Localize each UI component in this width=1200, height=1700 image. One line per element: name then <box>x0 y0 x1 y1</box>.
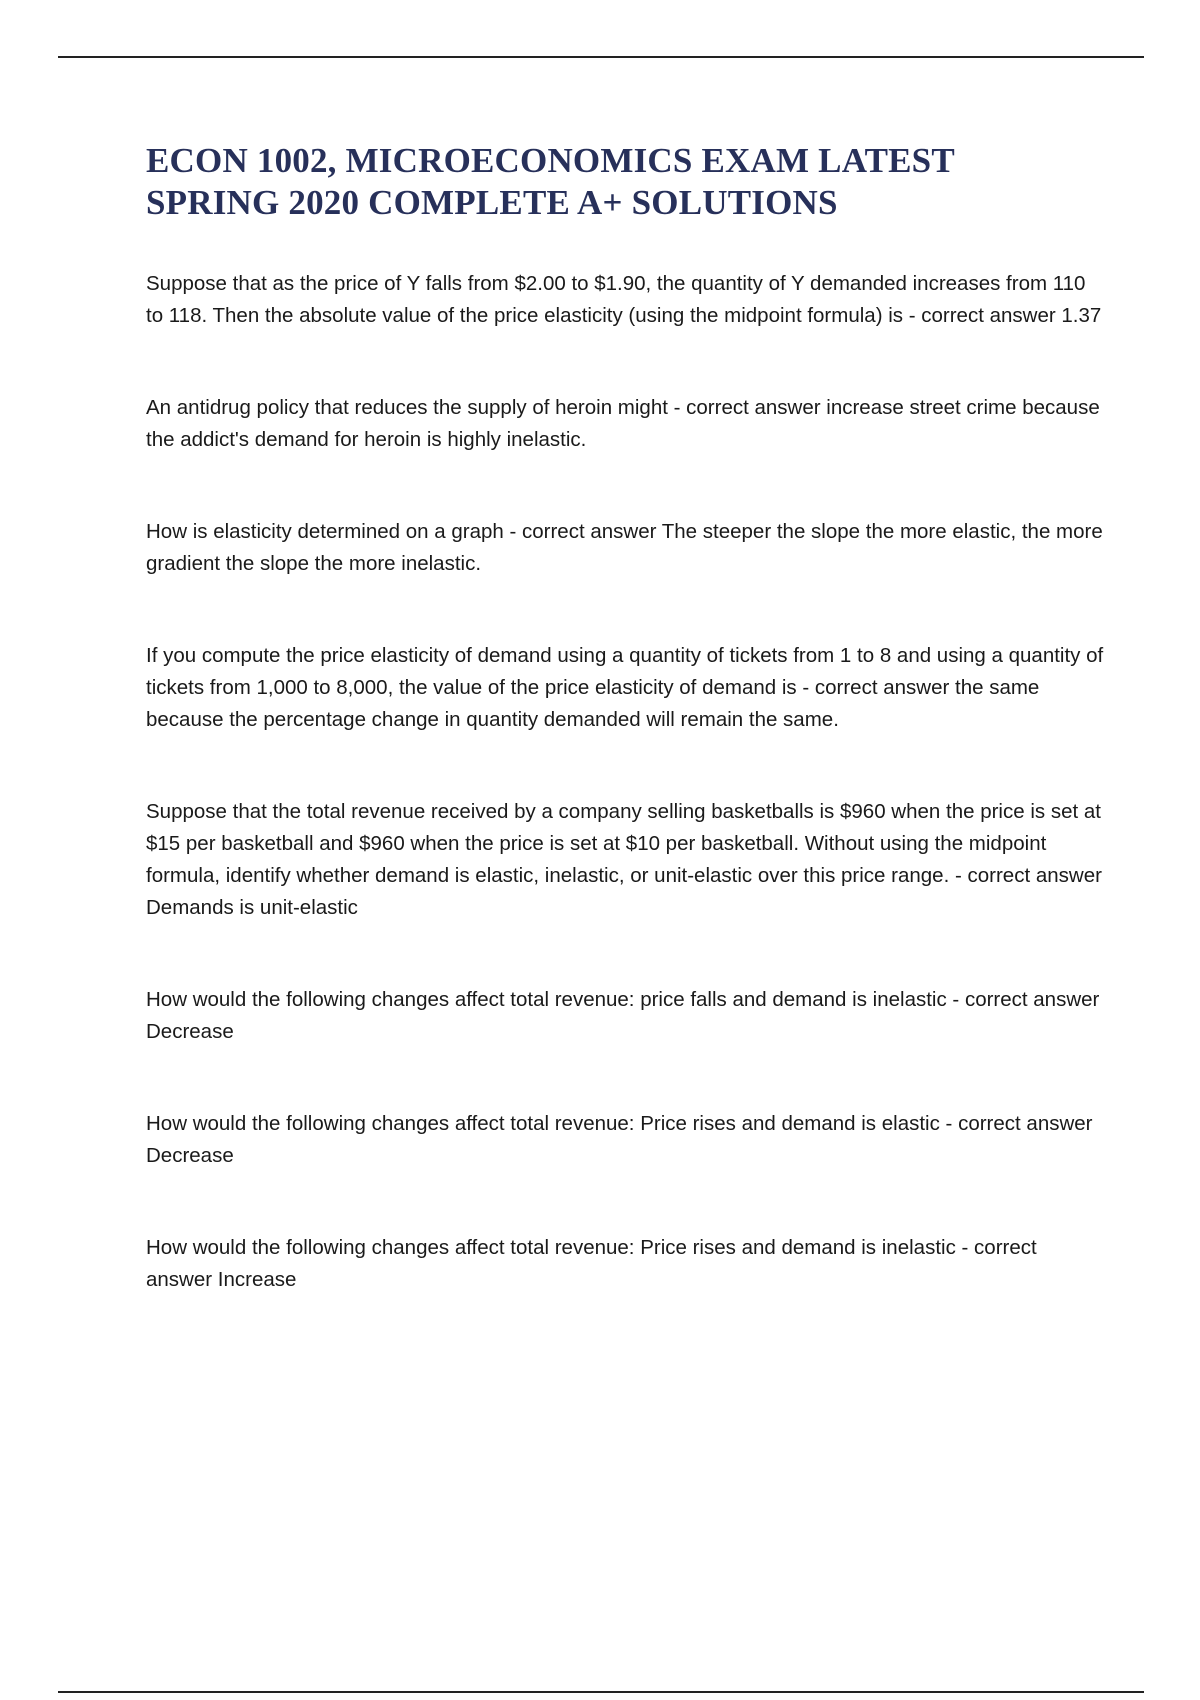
title-line-1: ECON 1002, MICROECONOMICS EXAM LATEST <box>146 141 955 180</box>
qa-item-ticket-quantities: If you compute the price elasticity of demand using a quantity of tickets from 1 to 8 and using a quantity of tickets from 1,000 to 8,000, the value of the price elasticity of demand is - correct answer the same because the percentage change in quantity demanded will remain the same. <box>146 644 1104 731</box>
qa-item-price-rises-inelastic: How would the following changes affect total revenue: Price rises and demand is inelastic - correct answer Increase <box>146 1236 1037 1291</box>
qa-item-price-rises-elastic: How would the following changes affect total revenue: Price rises and demand is elastic - correct answer Decrease <box>146 1112 1093 1167</box>
top-rule <box>58 56 1144 58</box>
document-title <box>146 140 1106 224</box>
qa-item-price-falls-inelastic: How would the following changes affect total revenue: price falls and demand is inelastic - correct answer Decrease <box>146 988 1100 1043</box>
qa-item-price-elasticity-midpoint: Suppose that as the price of Y falls from $2.00 to $1.90, the quantity of Y demanded increases from 110 to 118. Then the absolute value of the price elasticity (using the midpoint formula) is - correct answer 1.37 <box>146 272 1102 327</box>
qa-item-elasticity-graph: How is elasticity determined on a graph - correct answer The steeper the slope the more elastic, the more gradient the slope the more inelastic. <box>146 520 1103 575</box>
document-body <box>146 140 1106 1356</box>
title-line-2: SPRING 2020 COMPLETE A+ SOLUTIONS <box>146 183 838 222</box>
qa-item-basketball-revenue: Suppose that the total revenue received by a company selling basketballs is $960 when the price is set at $15 per basketball and $960 when the price is set at $10 per basketball. Without using the midpoint formula, identify whether demand is elastic, inelastic, or unit-elastic over this price range. - correct answer Demands is unit-elastic <box>146 800 1102 919</box>
bottom-rule <box>58 1691 1144 1693</box>
qa-list <box>146 268 1106 1296</box>
qa-item-antidrug-policy: An antidrug policy that reduces the supply of heroin might - correct answer increase street crime because the addict's demand for heroin is highly inelastic. <box>146 396 1100 451</box>
